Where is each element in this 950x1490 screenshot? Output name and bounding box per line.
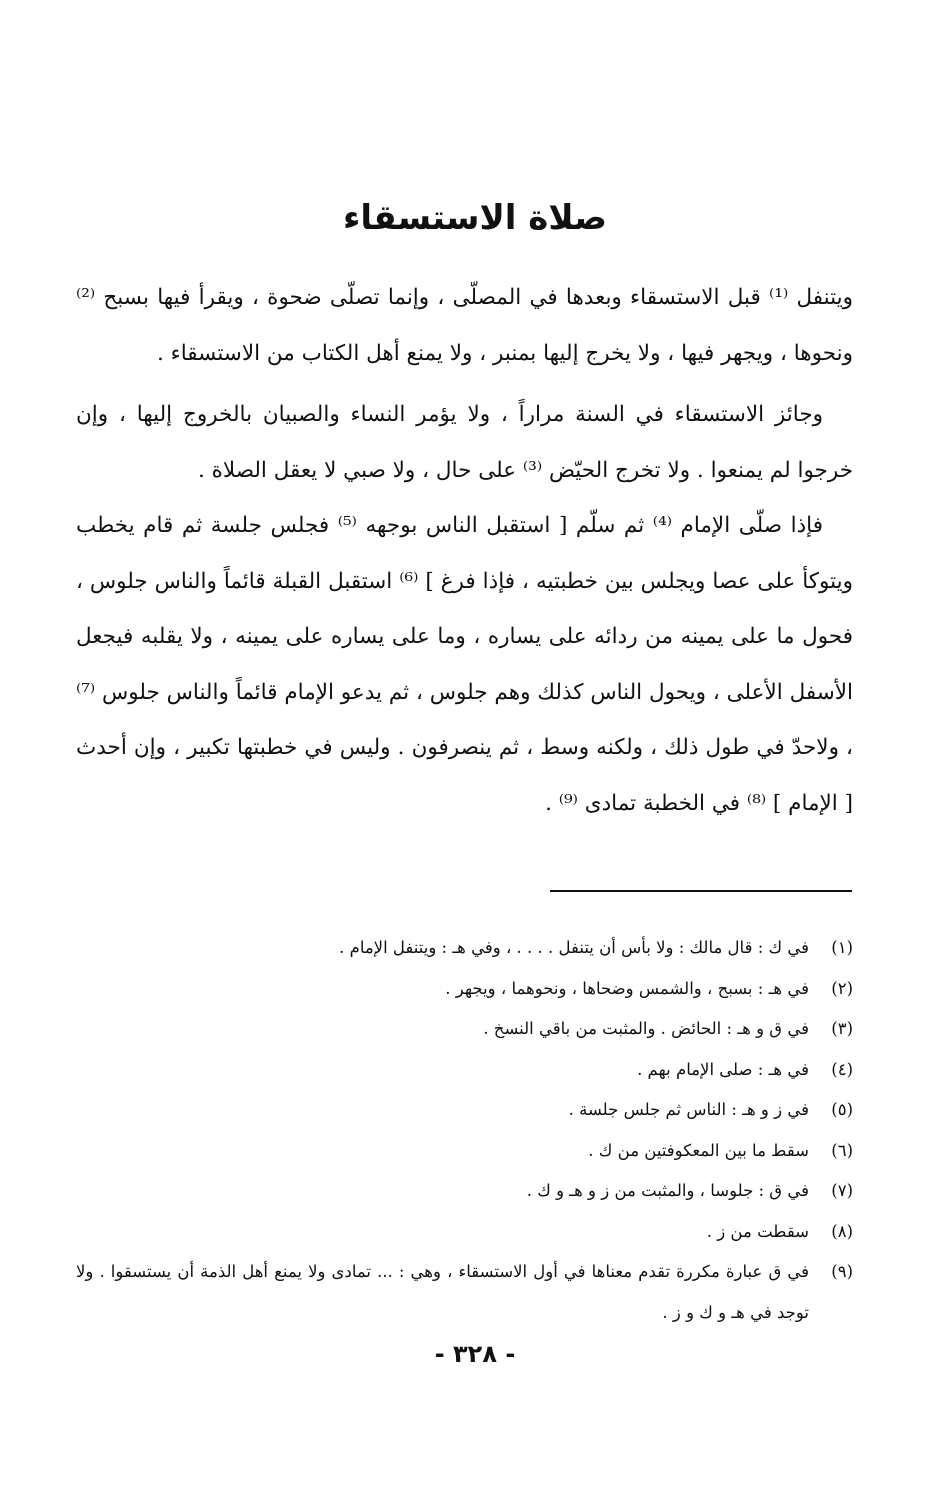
page-number: - ٣٢٨ - bbox=[434, 1340, 516, 1368]
footnote-number: (٥) bbox=[831, 1100, 853, 1119]
footnote-number: (٦) bbox=[831, 1140, 853, 1160]
footnote-text-content: في ق عبارة مكررة تقدم معناها في أول الاستسقاء ، وهي : ... تمادى ولا يمنع أهل الذمة أن يستسقوا . ولا توجد في هـ و ك و ز . bbox=[76, 1262, 809, 1322]
footnotes-list bbox=[76, 928, 853, 1333]
footnote-9 bbox=[76, 1252, 853, 1333]
footnote-text: في ك : قال مالك : ولا بأس أن يتنفل . . . . ، وفي هـ : ويتنفل الإمام . bbox=[339, 938, 809, 957]
paragraph-2: وجائز الاستسقاء في السنة مراراً ، ولا يؤمر النساء والصبيان بالخروج إليها ، وإن خرجوا لم يمنعوا . ولا تخرج الحيّض ⁽³⁾ على حال ، ولا صبي لا يعقل الصلاة . bbox=[76, 402, 853, 483]
footnote-3 bbox=[76, 1009, 853, 1050]
footnote-text: في هـ : بسبح ، والشمس وضحاها ، ونحوهما ، ويجهر . bbox=[445, 978, 809, 998]
footnote-number: (٣) bbox=[831, 1019, 853, 1038]
main-text bbox=[76, 270, 853, 831]
footnote-5 bbox=[76, 1090, 853, 1131]
footnote-4 bbox=[76, 1050, 853, 1091]
footnote-2 bbox=[76, 969, 853, 1010]
paragraph-1: ويتنفل ⁽¹⁾ قبل الاستسقاء وبعدها في المصلّى ، وإنما تصلّى ضحوة ، ويقرأ فيها بسبح ⁽²⁾ ونحوها ، ويجهر فيها ، ولا يخرج إليها بمنبر ، ولا يمنع أهل الكتاب من الاستسقاء . bbox=[76, 285, 853, 366]
footnote-text: في هـ : صلى الإمام بهم . bbox=[637, 1059, 809, 1079]
footnote-8 bbox=[76, 1212, 853, 1253]
footnote-text: سقطت من ز . bbox=[706, 1221, 809, 1241]
footnote-7 bbox=[76, 1171, 853, 1212]
footnote-text: في ق و هـ : الحائض . والمثبت من باقي النسخ . bbox=[483, 1019, 809, 1038]
footnote-number: (١) bbox=[831, 938, 853, 957]
footnote-text: سقط ما بين المعكوفتين من ك . bbox=[588, 1140, 809, 1160]
footnote-number: (٨) bbox=[831, 1221, 853, 1241]
footnote-text: في ق : جلوسا ، والمثبت من ز و هـ و ك . bbox=[526, 1181, 809, 1200]
footnote-6 bbox=[76, 1131, 853, 1172]
footnote-number: (٧) bbox=[831, 1181, 853, 1200]
footnote-text bbox=[76, 1252, 809, 1333]
footnote-number: (٩) bbox=[831, 1262, 853, 1281]
footnote-number: (٤) bbox=[831, 1059, 853, 1079]
chapter-title: صلاة الاستسقاء bbox=[342, 198, 608, 238]
footnote-text: في ز و هـ : الناس ثم جلس جلسة . bbox=[568, 1100, 809, 1119]
footnote-number: (٢) bbox=[831, 978, 853, 998]
footnote-1 bbox=[76, 928, 853, 969]
paragraph-3: فإذا صلّى الإمام ⁽⁴⁾ ثم سلّم [ استقبل الناس بوجهه ⁽⁵⁾ فجلس جلسة ثم قام يخطب ويتوكأ على عصا ويجلس بين خطبتيه ، فإذا فرغ ] ⁽⁶⁾ استقبل القبلة قائماً والناس جلوس ، فحول ما على يمينه من ردائه على يساره ، وما على يساره على يمينه ، ولا يقلبه فيجعل الأسفل الأعلى ، ويحول الناس كذلك وهم جلوس ، ثم يدعو الإمام قائماً والناس جلوس ⁽⁷⁾ ، ولاحدّ في طول ذلك ، ولكنه وسط ، ثم ينصرفون . وليس في خطبتها تكبير ، وإن أحدث [ الإمام ] ⁽⁸⁾ في الخطبة تمادى ⁽⁹⁾ . bbox=[76, 513, 853, 816]
footnote-divider bbox=[550, 890, 852, 892]
